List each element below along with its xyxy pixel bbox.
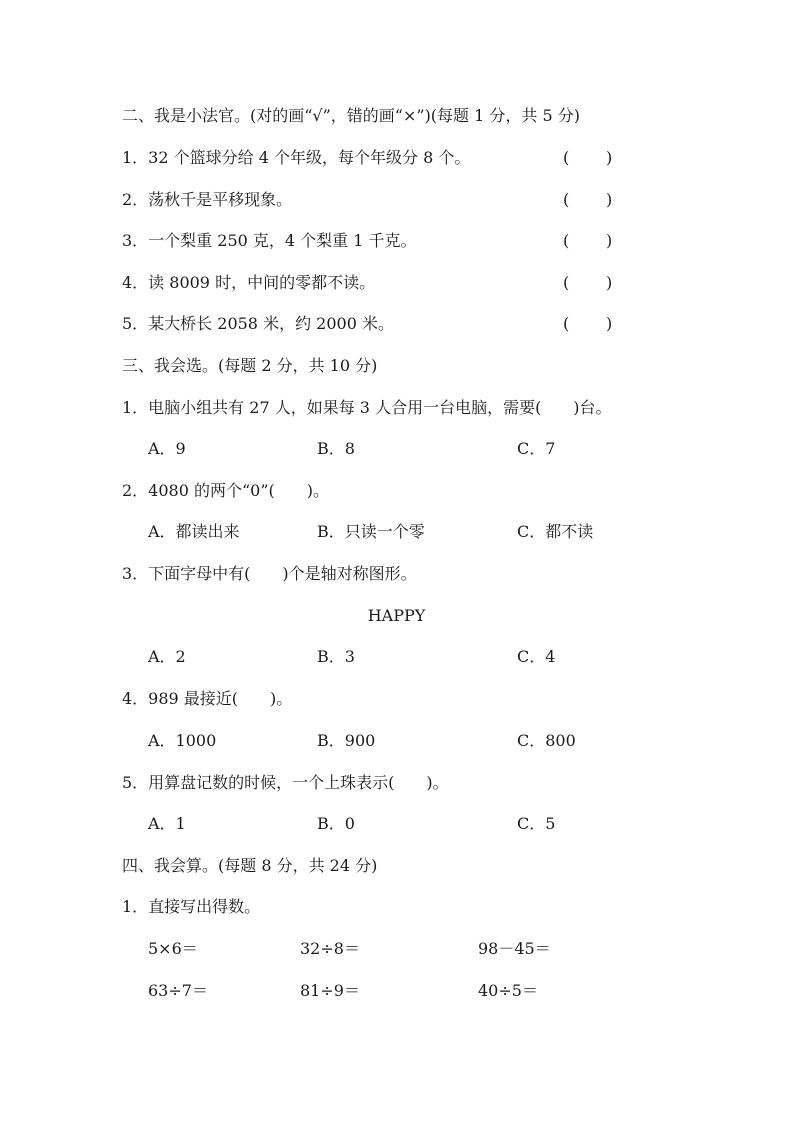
answer-bracket-close: ) <box>606 314 613 333</box>
question-text: 2．4080 的两个“0”( )。 <box>122 481 330 500</box>
answer-bracket-open: ( <box>563 190 570 209</box>
calc-expression: 5×6＝ <box>148 939 198 958</box>
question-text: 3．下面字母中有( )个是轴对称图形。 <box>122 564 417 583</box>
option-b: B．只读一个零 <box>317 522 425 541</box>
answer-bracket-close: ) <box>606 148 613 167</box>
option-c: C．5 <box>517 814 556 833</box>
calc-subheading: 1．直接写出得数。 <box>122 897 261 916</box>
option-b: B．900 <box>317 731 376 750</box>
option-a: A．1000 <box>148 731 217 750</box>
answer-bracket-open: ( <box>563 231 570 250</box>
option-c: C．7 <box>517 439 556 458</box>
judge-item-text: 3．一个梨重 250 克，4 个梨重 1 千克。 <box>122 231 417 250</box>
judge-item-text: 1．32 个篮球分给 4 个年级，每个年级分 8 个。 <box>122 148 471 167</box>
section-3-heading: 三、我会选。(每题 2 分，共 10 分) <box>122 356 378 375</box>
calc-expression: 98－45＝ <box>478 939 551 958</box>
question-text: 4．989 最接近( )。 <box>122 689 293 708</box>
answer-bracket-open: ( <box>563 148 570 167</box>
option-a: A．都读出来 <box>148 522 240 541</box>
answer-bracket-close: ) <box>606 273 613 292</box>
letters-figure: HAPPY <box>367 606 426 625</box>
calc-expression: 40÷5＝ <box>478 981 538 1000</box>
section-2-heading: 二、我是小法官。(对的画“√”，错的画“×”)(每题 1 分，共 5 分) <box>122 106 580 125</box>
calc-expression: 32÷8＝ <box>300 939 360 958</box>
option-a: A．1 <box>148 814 186 833</box>
answer-bracket-open: ( <box>563 314 570 333</box>
option-a: A．9 <box>148 439 186 458</box>
calc-expression: 63÷7＝ <box>148 981 208 1000</box>
option-c: C．都不读 <box>517 522 594 541</box>
judge-item-text: 5．某大桥长 2058 米，约 2000 米。 <box>122 314 394 333</box>
calc-expression: 81÷9＝ <box>300 981 360 1000</box>
judge-item-text: 2．荡秋千是平移现象。 <box>122 190 293 209</box>
option-b: B．0 <box>317 814 355 833</box>
section-4-heading: 四、我会算。(每题 8 分，共 24 分) <box>122 856 378 875</box>
option-c: C．4 <box>517 647 556 666</box>
question-text: 1．电脑小组共有 27 人，如果每 3 人合用一台电脑，需要( )台。 <box>122 398 612 417</box>
answer-bracket-close: ) <box>606 190 613 209</box>
option-c: C．800 <box>517 731 576 750</box>
question-text: 5．用算盘记数的时候，一个上珠表示( )。 <box>122 773 449 792</box>
option-a: A．2 <box>148 647 186 666</box>
judge-item-text: 4．读 8009 时，中间的零都不读。 <box>122 273 376 292</box>
option-b: B．8 <box>317 439 355 458</box>
answer-bracket-open: ( <box>563 273 570 292</box>
option-b: B．3 <box>317 647 355 666</box>
answer-bracket-close: ) <box>606 231 613 250</box>
